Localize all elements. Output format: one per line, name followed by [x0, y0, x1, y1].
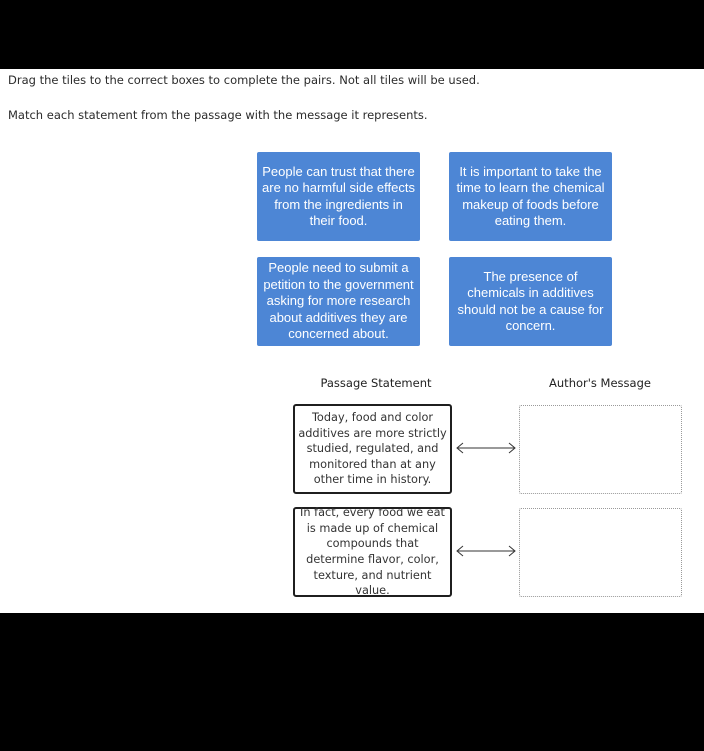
activity-panel	[0, 69, 704, 613]
message-drop-target[interactable]	[519, 508, 682, 597]
answer-tile[interactable]: People can trust that there are no harmful side effects from the ingredients in their food.	[257, 152, 420, 241]
double-arrow-icon	[455, 441, 517, 455]
double-arrow-icon	[455, 544, 517, 558]
answer-tile[interactable]: The presence of chemicals in additives should not be a cause for concern.	[449, 257, 612, 346]
match-instructions: Match each statement from the passage with the message it represents.	[8, 108, 428, 122]
message-drop-target[interactable]	[519, 405, 682, 494]
answer-tile[interactable]: It is important to take the time to learn the chemical makeup of foods before eating them.	[449, 152, 612, 241]
passage-statement-box: In fact, every food we eat is made up of chemical compounds that determine flavor, color, texture, and nutrient value.	[293, 507, 452, 597]
answer-tile[interactable]: People need to submit a petition to the government asking for more research about additives they are concerned about.	[257, 257, 420, 346]
authors-message-header: Author's Message	[549, 376, 651, 390]
passage-statement-box: Today, food and color additives are more strictly studied, regulated, and monitored than at any other time in history.	[293, 404, 452, 494]
drag-instructions: Drag the tiles to the correct boxes to complete the pairs. Not all tiles will be used.	[8, 73, 480, 87]
passage-statement-header: Passage Statement	[320, 376, 432, 390]
